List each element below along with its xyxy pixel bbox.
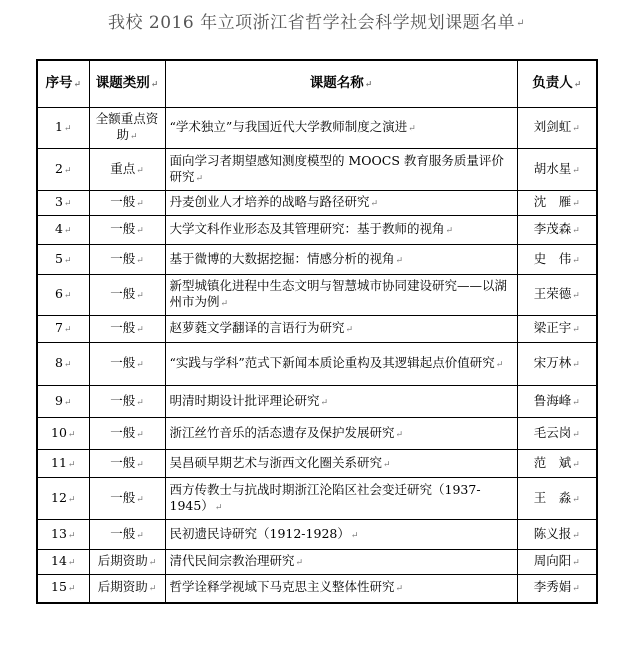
row-name: 大学文科作业形态及其管理研究：基于教师的视角↵: [165, 216, 517, 245]
row-category: 重点↵: [89, 149, 165, 191]
row-name: 清代民间宗教治理研究↵: [165, 550, 517, 575]
row-name: 新型城镇化进程中生态文明与智慧城市协同建设研究——以湖州市为例↵: [165, 275, 517, 316]
table-row: [37, 575, 597, 603]
row-category: 一般↵: [89, 478, 165, 520]
row-leader: 胡水星↵: [517, 149, 597, 191]
table-row: [37, 108, 597, 149]
row-num: 8↵: [37, 343, 89, 386]
row-category: 后期资助↵: [89, 550, 165, 575]
header-name: 课题名称↵: [165, 60, 517, 108]
row-num: 15↵: [37, 575, 89, 603]
row-name: “学术独立”与我国近代大学教师制度之演进↵: [165, 108, 517, 149]
row-num: 2↵: [37, 149, 89, 191]
row-name: 浙江丝竹音乐的活态遗存及保护发展研究↵: [165, 418, 517, 450]
table-row: [37, 386, 597, 418]
row-name: 基于微博的大数据挖掘：情感分析的视角↵: [165, 245, 517, 275]
row-category: 一般↵: [89, 418, 165, 450]
row-num: 10↵: [37, 418, 89, 450]
row-leader: 王荣德↵: [517, 275, 597, 316]
row-num: 14↵: [37, 550, 89, 575]
row-leader: 李茂森↵: [517, 216, 597, 245]
table-row: [37, 191, 597, 216]
row-num: 5↵: [37, 245, 89, 275]
table-row: [37, 275, 597, 316]
row-name: “实践与学科”范式下新闻本质论重构及其逻辑起点价值研究↵: [165, 343, 517, 386]
table-header-row: [37, 60, 597, 108]
row-category: 全额重点资助↵: [89, 108, 165, 149]
table-row: [37, 245, 597, 275]
table-row: [37, 478, 597, 520]
row-category: 后期资助↵: [89, 575, 165, 603]
row-leader: 毛云岗↵: [517, 418, 597, 450]
row-name: 明清时期设计批评理论研究↵: [165, 386, 517, 418]
header-leader: 负责人↵: [517, 60, 597, 108]
row-category: 一般↵: [89, 520, 165, 550]
paragraph-mark-icon: ↵: [516, 18, 525, 29]
table-row: [37, 450, 597, 478]
row-num: 7↵: [37, 316, 89, 343]
row-name: 民初遗民诗研究（1912-1928）↵: [165, 520, 517, 550]
table-row: [37, 149, 597, 191]
table-row: [37, 316, 597, 343]
row-name: 哲学诠释学视域下马克思主义整体性研究↵: [165, 575, 517, 603]
row-leader: 宋万林↵: [517, 343, 597, 386]
row-num: 13↵: [37, 520, 89, 550]
row-name: 丹麦创业人才培养的战略与路径研究↵: [165, 191, 517, 216]
row-num: 1↵: [37, 108, 89, 149]
row-leader: 刘剑虹↵: [517, 108, 597, 149]
row-leader: 王 淼↵: [517, 478, 597, 520]
row-leader: 陈义报↵: [517, 520, 597, 550]
row-leader: 周向阳↵: [517, 550, 597, 575]
row-category: 一般↵: [89, 316, 165, 343]
row-name: 吴昌硕早期艺术与浙西文化圈关系研究↵: [165, 450, 517, 478]
row-category: 一般↵: [89, 245, 165, 275]
header-num: 序号↵: [37, 60, 89, 108]
row-name: 赵萝蕤文学翻译的言语行为研究↵: [165, 316, 517, 343]
table-row: [37, 550, 597, 575]
row-leader: 梁正宇↵: [517, 316, 597, 343]
row-category: 一般↵: [89, 386, 165, 418]
row-num: 9↵: [37, 386, 89, 418]
row-num: 6↵: [37, 275, 89, 316]
row-category: 一般↵: [89, 450, 165, 478]
row-category: 一般↵: [89, 216, 165, 245]
row-leader: 李秀娟↵: [517, 575, 597, 603]
row-num: 3↵: [37, 191, 89, 216]
table-row: [37, 418, 597, 450]
row-category: 一般↵: [89, 275, 165, 316]
row-num: 4↵: [37, 216, 89, 245]
table-row: [37, 520, 597, 550]
row-name: 西方传教士与抗战时期浙江沦陷区社会变迁研究（1937-1945）↵: [165, 478, 517, 520]
header-category: 课题类别↵: [89, 60, 165, 108]
row-leader: 沈 雁↵: [517, 191, 597, 216]
table-row: [37, 343, 597, 386]
row-category: 一般↵: [89, 343, 165, 386]
row-leader: 范 斌↵: [517, 450, 597, 478]
row-num: 11↵: [37, 450, 89, 478]
table-row: [37, 216, 597, 245]
row-category: 一般↵: [89, 191, 165, 216]
row-name: 面向学习者期望感知测度模型的 MOOCS 教育服务质量评价研究↵: [165, 149, 517, 191]
document-title: [0, 8, 633, 33]
row-num: 12↵: [37, 478, 89, 520]
row-leader: 鲁海峰↵: [517, 386, 597, 418]
title-text: 我校 2016 年立项浙江省哲学社会科学规划课题名单: [108, 13, 516, 33]
row-leader: 史 伟↵: [517, 245, 597, 275]
project-table: [36, 59, 598, 604]
